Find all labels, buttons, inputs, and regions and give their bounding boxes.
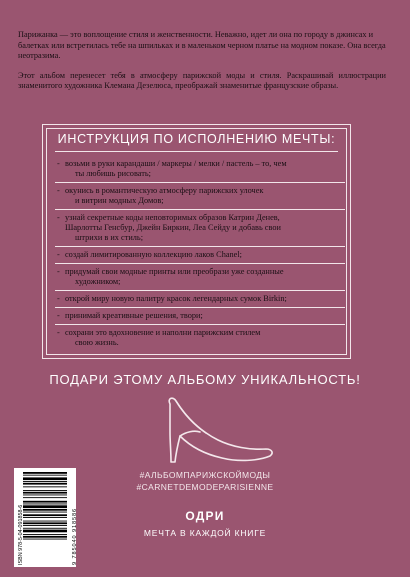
instruction-item: - принимай креативные решения, твори; — [55, 308, 345, 325]
barcode-bar — [23, 477, 67, 480]
barcode-bar — [23, 514, 67, 516]
hashtag-fr: #CARNETDEMODEPARISIENNE — [136, 481, 274, 492]
barcode-bar — [23, 490, 67, 491]
dash-bullet: - — [57, 328, 60, 337]
instruction-item: - возьми в руки карандаши / маркеры / мелки / пастель – то, чем ты любишь рисовать; — [55, 156, 345, 183]
dash-bullet: - — [57, 186, 60, 195]
barcode-bar — [23, 534, 67, 535]
barcode-bar — [23, 521, 67, 522]
dash-bullet: - — [57, 267, 60, 276]
hashtag-ru: #АЛЬБОМПАРИЖСКОЙМОДЫ — [139, 470, 271, 480]
dash-bullet: - — [57, 294, 60, 303]
publisher-logo: ОДРИ — [185, 509, 225, 523]
barcode-bar — [23, 495, 67, 496]
barcode-bar — [23, 497, 67, 498]
barcode-bar — [23, 483, 67, 485]
instructions-list — [55, 156, 345, 351]
slogan: ПОДАРИ ЭТОМУ АЛЬБОМУ УНИКАЛЬНОСТЬ! — [49, 372, 361, 387]
dash-bullet: - — [57, 250, 60, 259]
barcode-bar — [23, 504, 67, 505]
barcode-bar — [23, 525, 67, 526]
dash-bullet: - — [57, 311, 60, 320]
instruction-item: - придумай свои модные принты или преобрази уже созданные художником; — [55, 264, 345, 291]
dash-bullet: - — [57, 213, 60, 222]
instructions-title: ИНСТРУКЦИЯ ПО ИСПОЛНЕНИЮ МЕЧТЫ: — [57, 132, 336, 146]
barcode-bar — [23, 522, 67, 524]
barcode-digits: 9 785040 918586 — [72, 507, 78, 565]
barcode-bar — [23, 486, 67, 487]
barcode-bar — [23, 481, 67, 482]
intro-text — [18, 30, 386, 101]
instruction-item: - сохрани это вдохновение и наполни парижским стилем свою жизнь. — [57, 328, 261, 347]
intro-paragraph-1: Парижанка — это воплощение стиля и женственности. Неважно, идет ли она по городу в джинсах и балетках или встретилась тебе на шпильках и в маленьком черном платье на модном показе. Она всегда неотразима. — [18, 30, 386, 61]
high-heel-shoe-icon — [140, 392, 280, 467]
barcode-bar — [23, 472, 67, 474]
dash-bullet: - — [57, 159, 60, 168]
barcode-bar — [23, 528, 67, 529]
barcode-bar — [23, 530, 67, 533]
barcode-bar — [23, 492, 67, 494]
barcode-bar — [23, 501, 67, 503]
intro-paragraph-2: Этот альбом перенесет тебя в атмосферу парижской моды и стиля. Раскрашивай иллюстрации знаменитого художника Клемана Дезелюса, преображай знаменитые французские образы. — [18, 70, 386, 91]
barcode-bar — [23, 512, 67, 513]
instruction-item: - узнай секретные коды неповторимых образов Катрин Денев, Шарлотты Генсбур, Джейн Биркин, Леа Сейду и добавь свои штрихи в их стиль; — [55, 210, 345, 247]
isbn-label: ISBN 978-5-04-091858-6 — [18, 504, 24, 565]
barcode-bar — [23, 509, 67, 511]
instructions-frame — [42, 124, 351, 359]
barcode — [14, 468, 76, 567]
instruction-item: - создай лимитированную коллекцию лаков Chanel; — [55, 247, 345, 264]
publisher-tagline: МЕЧТА В КАЖДОЙ КНИГЕ — [143, 528, 267, 538]
instruction-item: - окунись в романтическую атмосферу парижских улочек и витрин модных Домов; — [55, 183, 345, 210]
barcode-bar — [23, 517, 67, 518]
instruction-item: - открой миру новую палитру красок легендарных сумок Birkin; — [55, 291, 345, 308]
title-divider — [55, 151, 338, 152]
barcode-bar — [23, 536, 67, 538]
barcode-bar — [23, 505, 67, 508]
barcode-bar — [23, 475, 67, 476]
barcode-bar — [23, 539, 67, 540]
